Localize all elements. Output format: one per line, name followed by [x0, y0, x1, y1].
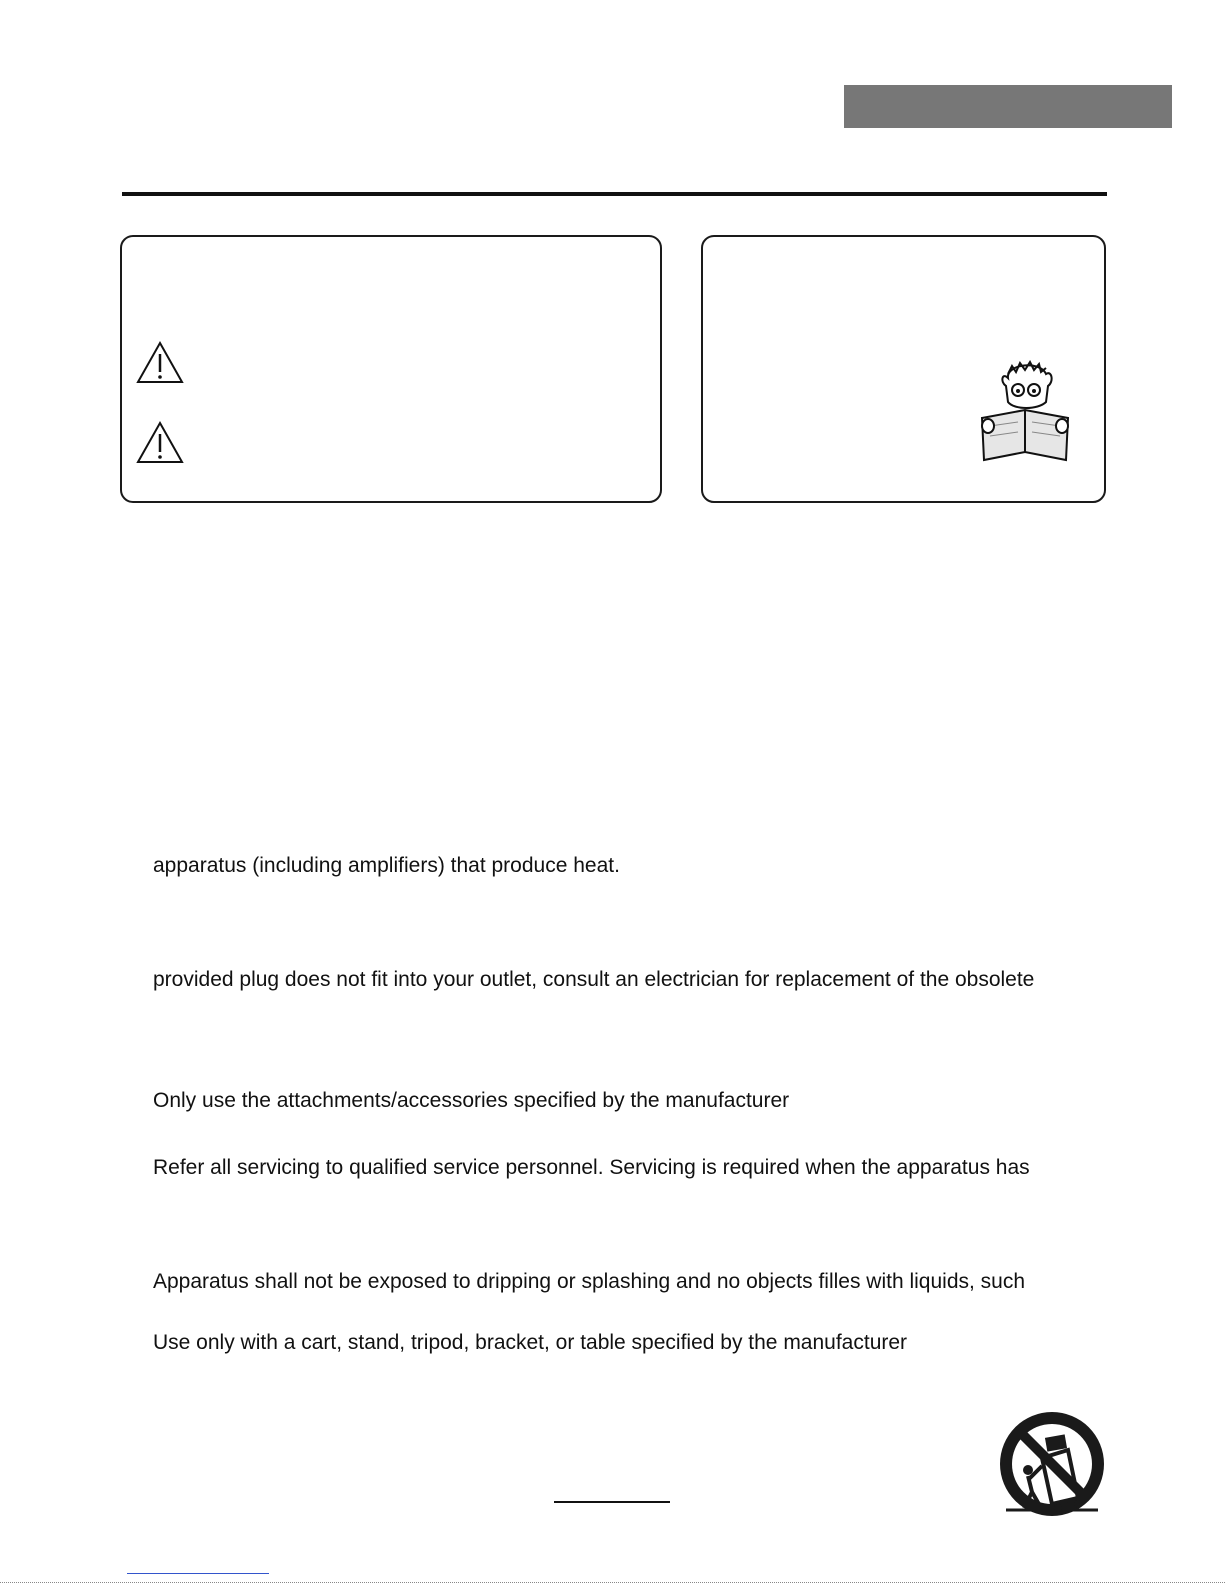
person-reading-manual-icon	[978, 360, 1072, 465]
text-line: Apparatus shall not be exposed to dripping or splashing and no objects filles with liquids, such	[153, 1270, 1026, 1293]
caution-box	[120, 235, 662, 503]
text-line: apparatus (including amplifiers) that produce heat.	[153, 854, 620, 877]
header-rule	[122, 192, 1107, 196]
text-line: Refer all servicing to qualified service personnel. Servicing is required when the apparatus has	[153, 1156, 1030, 1179]
bottom-link-underline	[127, 1573, 269, 1574]
footer-rule	[554, 1501, 670, 1503]
portable-cart-warning-icon	[998, 1410, 1106, 1518]
text-line: Use only with a cart, stand, tripod, bracket, or table specified by the manufacturer	[153, 1331, 908, 1354]
warning-triangle-icon	[136, 420, 184, 464]
warning-triangle-icon	[136, 340, 184, 384]
text-line: Only use the attachments/accessories specified by the manufacturer	[153, 1089, 790, 1112]
page-edge-dotted-line	[0, 1582, 1225, 1583]
text-line: provided plug does not fit into your outlet, consult an electrician for replacement of the obsolete	[153, 968, 1035, 991]
section-tab-bar	[844, 85, 1172, 128]
